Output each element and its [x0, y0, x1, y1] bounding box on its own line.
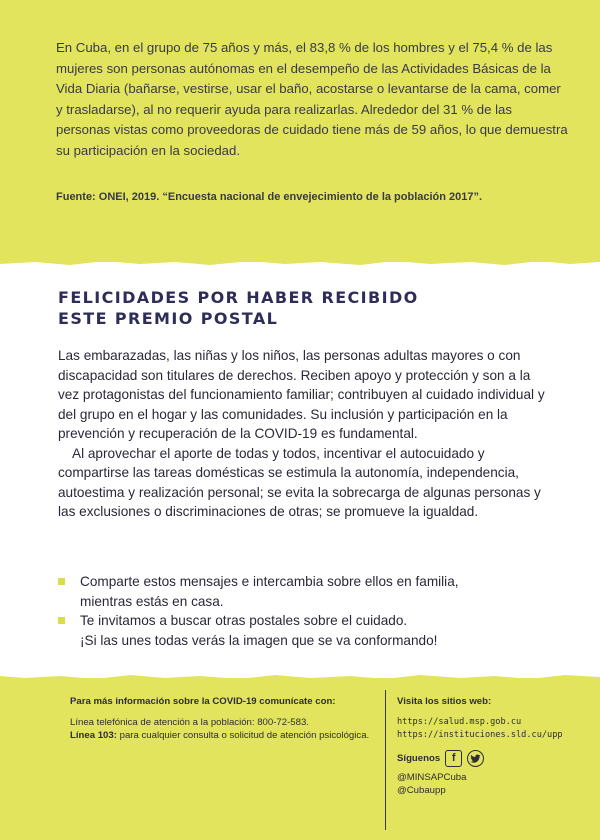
source-citation: Fuente: ONEI, 2019. “Encuesta nacional de envejecimiento de la población 2017”.: [56, 191, 483, 203]
handle-upp[interactable]: @Cubaupp: [397, 785, 446, 796]
follow-label: Síguenos: [397, 753, 441, 764]
facebook-icon[interactable]: f: [445, 750, 462, 767]
web-lead: Visita los sitios web:: [397, 696, 492, 707]
handle-minsap[interactable]: @MINSAPCuba: [397, 772, 467, 783]
list-item-line: Comparte estos mensajes e intercambia sobre ellos en familia,: [80, 574, 459, 589]
list-item-line: mientras estás en casa.: [80, 593, 224, 609]
footer-divider: [385, 690, 386, 830]
torn-edge-top: [0, 258, 600, 268]
follow-us: [397, 750, 587, 767]
bullet-list: [58, 572, 558, 650]
title-line-1: FELICIDADES POR HABER RECIBIDO: [58, 288, 419, 307]
body-paragraph-2: Al aprovechar el aporte de todas y todos, incentivar el autocuidado y compartirse las tareas domésticas se estimula la autonomía, independencia, autoestima y realización personal; se evita la sobrecarga de algunas personas y las exclusiones o discriminaciones de otras; se promueve la igualdad.: [58, 445, 541, 519]
list-item-line: Te invitamos a buscar otras postales sobre el cuidado.: [80, 613, 408, 628]
line-103: [70, 729, 380, 742]
twitter-icon[interactable]: [467, 750, 484, 767]
contact-info: [70, 695, 380, 742]
body-paragraph-1: Las embarazadas, las niñas y los niños, las personas adultas mayores o con discapacidad son titulares de derechos. Reciben apoyo y protección y son a la vez protagonistas del funcionamiento familiar; contribuyen al cuidado individual y del grupo en el hogar y las comunidades. Su inclusión y participación en la prevención y recuperación de la COVID-19 es fundamental.: [58, 348, 545, 441]
phone-line: Línea telefónica de atención a la población: 800-72-583.: [70, 717, 309, 728]
statistics-paragraph: En Cuba, en el grupo de 75 años y más, el 83,8 % de los hombres y el 75,4 % de las mujeres son personas autónomas en el desempeño de las Actividades Básicas de la Vida Diaria (bañarse, vestirse, usar el baño, acostarse o levantarse de la cama, comer y trasladarse), al no requerir ayuda para realizarlas. Alrededor del 31 % de las personas vistas como proveedoras de cuidado tiene más de 59 años, lo que demuestra su participación en la sociedad.: [56, 40, 568, 158]
bullet-square-icon: [58, 617, 65, 624]
web-info: [397, 695, 587, 797]
line-103-text: para cualquier consulta o solicitud de atención psicológica.: [116, 730, 370, 741]
title-line-2: ESTE PREMIO POSTAL: [58, 309, 279, 328]
social-handles: [397, 771, 587, 797]
body-text: [58, 346, 548, 522]
url-salud-link[interactable]: https://salud.msp.gob.cu: [397, 717, 522, 727]
line-103-label: Línea 103:: [70, 730, 117, 741]
url-upp-link[interactable]: https://instituciones.sld.cu/upp: [397, 730, 563, 740]
page-title: [58, 287, 558, 329]
list-item: [58, 572, 558, 611]
bullet-square-icon: [58, 578, 65, 585]
contact-lead: Para más información sobre la COVID-19 comunícate con:: [70, 696, 336, 707]
list-item-line: ¡Si las unes todas verás la imagen que se va conformando!: [80, 632, 438, 648]
list-item: [58, 611, 558, 650]
